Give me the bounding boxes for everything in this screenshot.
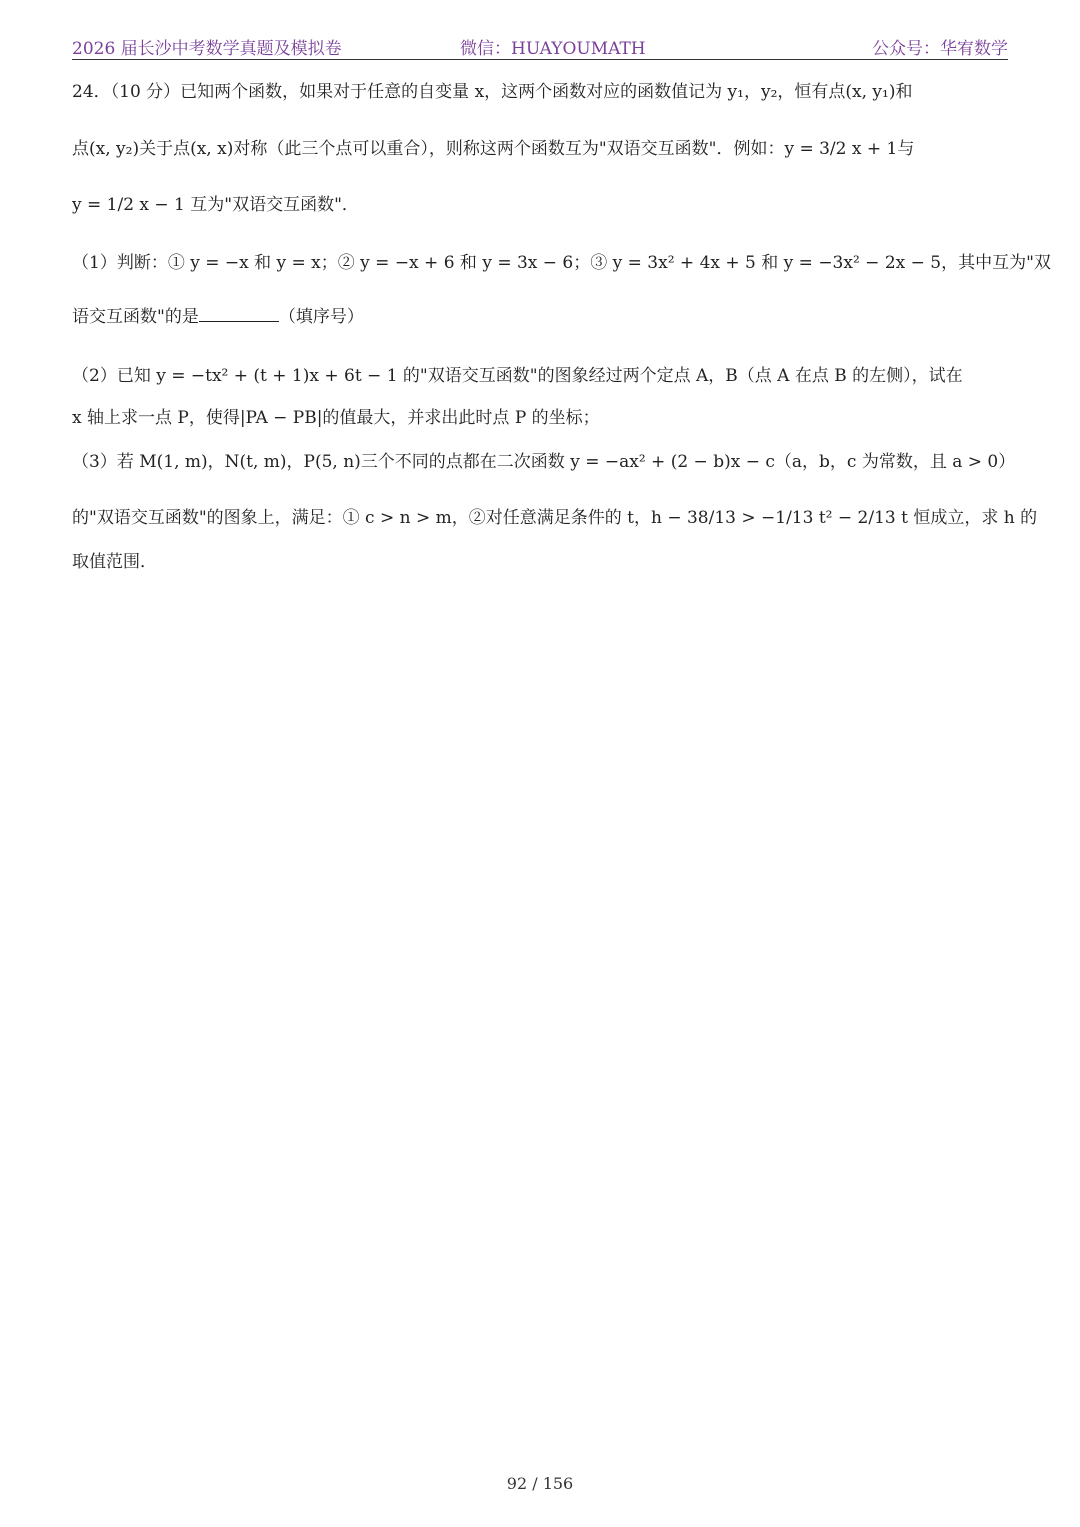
problem-line-2: 点(x, y₂)关于点(x, x)对称（此三个点可以重合），则称这两个函数互为"双语交互函数"．例如：y = 3/2 x + 1与: [72, 139, 915, 159]
page-number: 92 / 156: [506, 1474, 574, 1493]
header-account: 公众号：华宥数学: [872, 39, 1008, 59]
part-3-line-1: （3）若 M(1, m)，N(t, m)，P(5, n)三个不同的点都在二次函数 y = −ax² + (2 − b)x − c（a，b，c 为常数，且 a > 0）: [72, 452, 1016, 472]
header-title: 2026 届长沙中考数学真题及模拟卷: [72, 39, 342, 59]
part-3-line-2: 的"双语交互函数"的图象上，满足：① c > n > m，②对任意满足条件的 t，h − 38/13 > −1/13 t² − 2/13 t 恒成立，求 h 的: [72, 508, 1038, 528]
problem-line-1: 24．（10 分）已知两个函数，如果对于任意的自变量 x，这两个函数对应的函数值记为 y₁，y₂，恒有点(x, y₁)和: [72, 82, 913, 102]
header-divider: [72, 59, 1008, 60]
part-2-line-1: （2）已知 y = −tx² + (t + 1)x + 6t − 1 的"双语交互函数"的图象经过两个定点 A，B（点 A 在点 B 的左侧），试在: [72, 366, 963, 386]
page-header: [72, 34, 1008, 58]
part-1-hint: （填序号）: [278, 307, 364, 327]
answer-blank: [199, 307, 279, 322]
problem-line-3: y = 1/2 x − 1 互为"双语交互函数"．: [72, 195, 359, 215]
header-wechat: 微信：HUAYOUMATH: [460, 39, 646, 59]
part-2-line-2: x 轴上求一点 P，使得|PA − PB|的值最大，并求出此时点 P 的坐标；: [72, 408, 600, 428]
part-1-text: 语交互函数"的是: [72, 307, 199, 327]
part-1-line-2: [72, 305, 364, 329]
part-1-line-1: （1）判断：① y = −x 和 y = x；② y = −x + 6 和 y = 3x − 6；③ y = 3x² + 4x + 5 和 y = −3x² − 2x − 5，其中互为"双: [72, 253, 1051, 273]
part-3-line-3: 取值范围．: [72, 552, 157, 572]
